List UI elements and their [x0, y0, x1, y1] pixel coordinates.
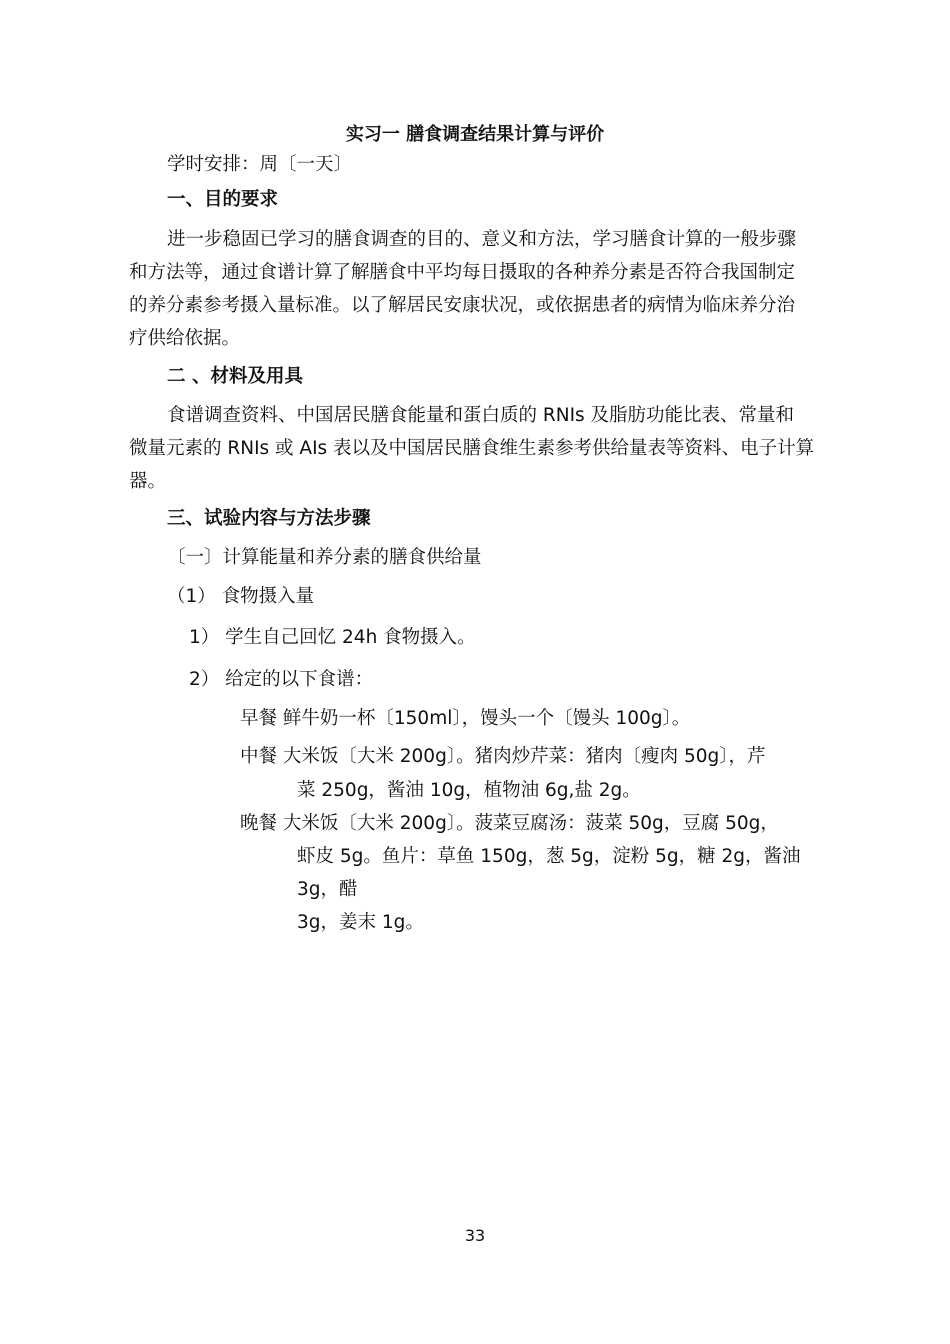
- paragraph-line: 和方法等，通过食谱计算了解膳食中平均每日摄取的各种养分素是否符合我国制定: [129, 262, 796, 283]
- menu-dinner: 晚餐 大米饭〔大米 200g〕。菠菜豆腐汤：菠菜 50g，豆腐 50g，: [240, 813, 779, 834]
- page-number: 33: [464, 1226, 486, 1245]
- subheading-calc: 〔一〕计算能量和养分素的膳食供给量: [167, 547, 482, 568]
- paragraph-line: 的养分素参考摄入量标准。以了解居民安康状况，或依据患者的病情为临床养分治: [129, 295, 796, 316]
- section-heading-materials: 二 、材料及用具: [167, 366, 303, 387]
- menu-lunch: 中餐 大米饭〔大米 200g〕。猪肉炒芹菜：猪肉〔瘦肉 50g〕，芹: [240, 746, 766, 767]
- paragraph-line: 器。: [129, 471, 167, 492]
- menu-dinner-continued: 3g，姜末 1g。: [297, 912, 424, 933]
- menu-breakfast: 早餐 鲜牛奶一杯〔150ml〕，馒头一个〔馒头 100g〕。: [240, 708, 691, 729]
- schedule-line: 学时安排：周〔一天〕: [167, 154, 353, 175]
- subheading-food-intake: （1） 食物摄入量: [167, 586, 315, 607]
- section-heading-purpose: 一、目的要求: [167, 189, 279, 210]
- paragraph-line: 进一步稳固已学习的膳食调查的目的、意义和方法，学习膳食计算的一般步骤: [167, 229, 797, 250]
- page-title: 实习一 膳食调查结果计算与评价: [345, 124, 605, 145]
- menu-lunch-continued: 菜 250g，酱油 10g，植物油 6g,盐 2g。: [297, 780, 641, 801]
- paragraph-line: 微量元素的 RNIs 或 AIs 表以及中国居民膳食维生素参考供给量表等资料、电子计算: [129, 438, 815, 459]
- list-item: 2） 给定的以下食谱：: [189, 669, 374, 690]
- menu-dinner-continued: 虾皮 5g。鱼片：草鱼 150g，葱 5g，淀粉 5g，糖 2g，酱油: [297, 846, 801, 867]
- section-heading-methods: 三、试验内容与方法步骤: [167, 508, 371, 529]
- paragraph-line: 疗供给依据。: [129, 328, 241, 349]
- paragraph-line: 食谱调查资料、中国居民膳食能量和蛋白质的 RNIs 及脂肪功能比表、常量和: [167, 405, 795, 426]
- menu-dinner-continued: 3g，醋: [297, 879, 358, 900]
- list-item: 1） 学生自己回忆 24h 食物摄入。: [189, 627, 476, 648]
